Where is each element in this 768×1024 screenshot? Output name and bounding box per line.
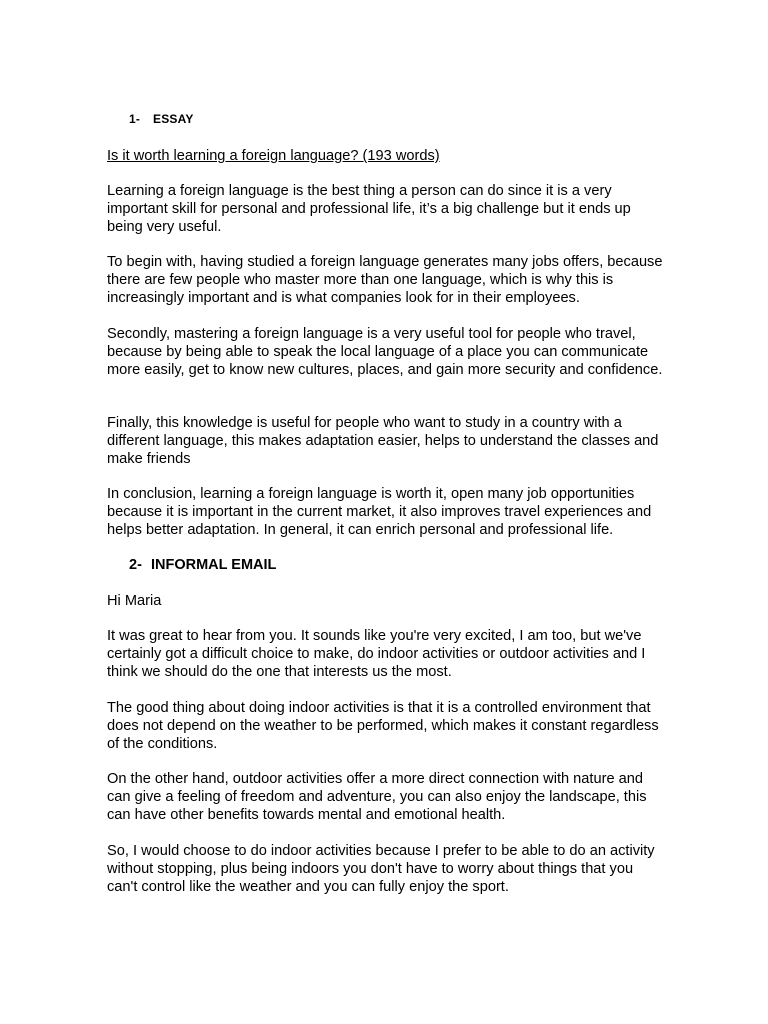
email-paragraph-4: So, I would choose to do indoor activities because I prefer to be able to do an activity without stopping, plus being indoors you don't have to worry about things that you can't control like the weather and you can fully enjoy the sport.	[107, 843, 655, 895]
email-heading-label: INFORMAL EMAIL	[151, 557, 277, 573]
email-heading	[129, 557, 276, 573]
essay-title: Is it worth learning a foreign language? (193 words)	[107, 148, 440, 164]
essay-paragraph-1: Learning a foreign language is the best thing a person can do since it is a very important skill for personal and professional life, it’s a big challenge but it ends up being very useful.	[107, 183, 631, 235]
essay-paragraph-3: Secondly, mastering a foreign language is a very useful tool for people who travel, because by being able to speak the local language of a place you can communicate more easily, get to know new cultures, places, and gain more security and confidence.	[107, 326, 663, 378]
email-heading-number: 2-	[129, 557, 142, 573]
email-paragraph-3: On the other hand, outdoor activities offer a more direct connection with nature and can give a feeling of freedom and adventure, you can also enjoy the landscape, this can have other benefits towards mental and emotional health.	[107, 771, 647, 823]
essay-paragraph-4: Finally, this knowledge is useful for people who want to study in a country with a different language, this makes adaptation easier, helps to understand the classes and make friends	[107, 415, 659, 467]
email-paragraph-2: The good thing about doing indoor activities is that it is a controlled environment that does not depend on the weather to be performed, which makes it constant regardless of the conditions.	[107, 700, 659, 752]
essay-paragraph-2: To begin with, having studied a foreign language generates many jobs offers, because there are few people who master more than one language, which is why this is increasingly important and is what companies look for in their employees.	[107, 254, 663, 306]
email-greeting: Hi Maria	[107, 593, 162, 609]
email-paragraph-1: It was great to hear from you. It sounds like you're very excited, I am too, but we've certainly got a difficult choice to make, do indoor activities or outdoor activities and I think we should do the one that interests us the most.	[107, 628, 646, 680]
essay-paragraph-5: In conclusion, learning a foreign language is worth it, open many job opportunities because it is important in the current market, it also improves travel experiences and helps better adaptation. In general, it can enrich personal and professional life.	[107, 486, 652, 538]
essay-heading-number: 1-	[129, 112, 141, 126]
essay-heading	[129, 112, 194, 126]
essay-heading-label: ESSAY	[153, 112, 194, 126]
